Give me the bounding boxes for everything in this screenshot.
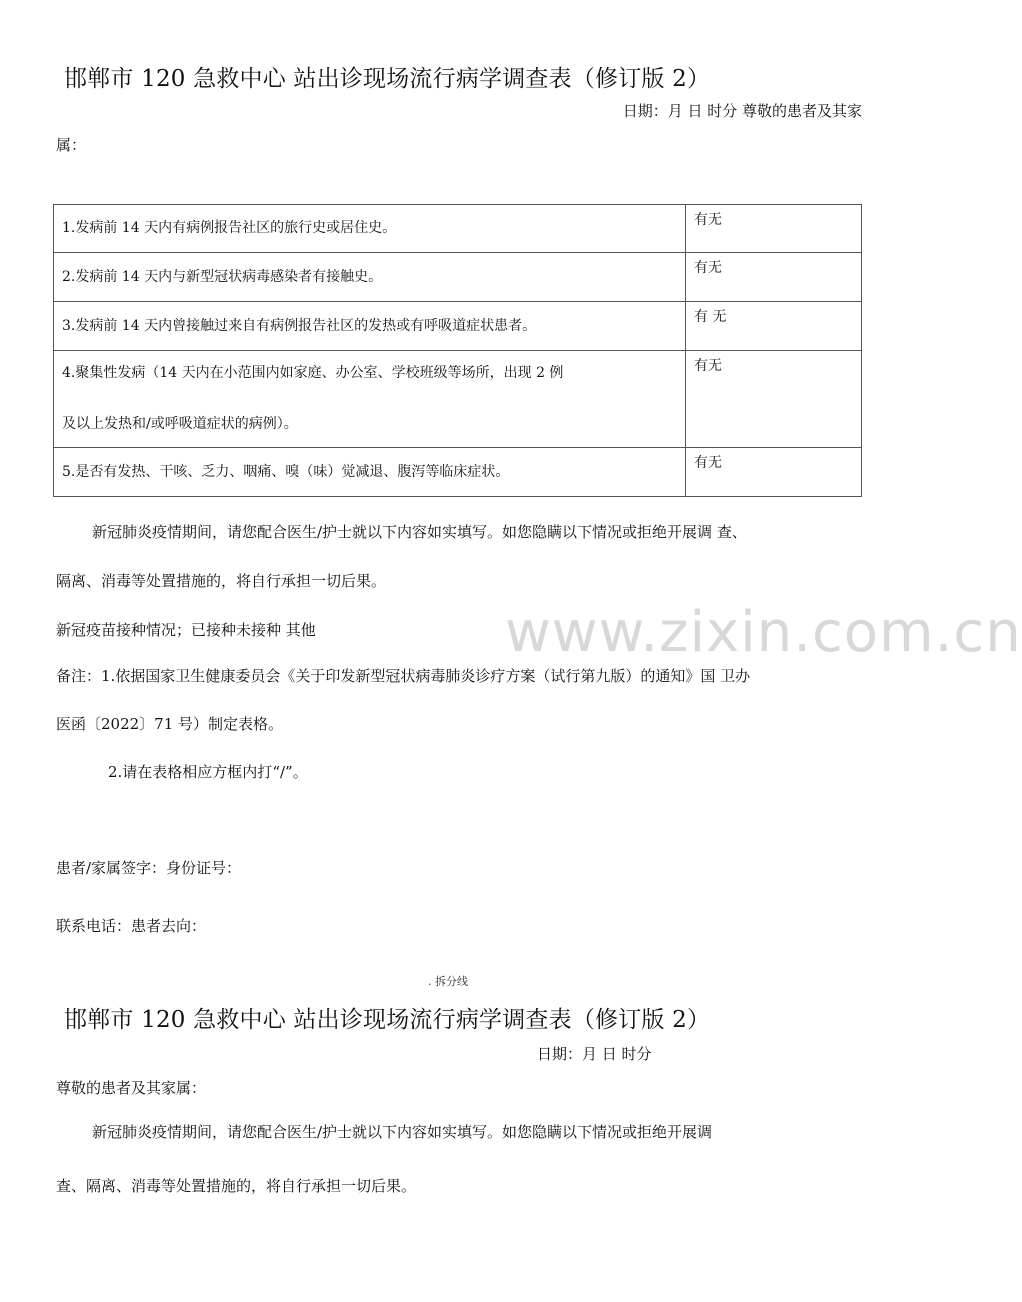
question-4-line2: 及以上发热和/或呼吸道症状的病例）。	[62, 416, 298, 432]
form1-notice-line1: 新冠肺炎疫情期间，请您配合医生/护士就以下内容如实填写。如您隐瞒以下情况或拒绝开展调 查、	[92, 523, 747, 541]
answer-3-checkbox[interactable]: 有 无	[686, 302, 862, 351]
form2-title: 邯郸市 120 急救中心 站出诊现场流行病学调查表（修订版 2）	[64, 1007, 711, 1033]
watermark: www.zixin.com.cn	[505, 600, 1022, 665]
form2-notice-line1: 新冠肺炎疫情期间，请您配合医生/护士就以下内容如实填写。如您隐瞒以下情况或拒绝开展调	[92, 1123, 713, 1141]
question-1: 1.发病前 14 天内有病例报告社区的旅行史或居住史。	[54, 205, 686, 253]
answer-2-checkbox[interactable]: 有无	[686, 253, 862, 302]
question-4	[54, 351, 686, 448]
form1-remark-line1: 备注：1.依据国家卫生健康委员会《关于印发新型冠状病毒肺炎诊疗方案（试行第九版）的通知》国 卫办	[56, 667, 751, 685]
question-4-line1: 4.聚集性发病（14 天内在小范围内如家庭、办公室、学校班级等场所，出现 2 例	[62, 365, 564, 381]
question-3: 3.发病前 14 天内曾接触过来自有病例报告社区的发热或有呼吸道症状患者。	[54, 302, 686, 351]
table-row	[54, 205, 862, 253]
signature-field[interactable]: 患者/家属签字：身份证号：	[56, 859, 242, 877]
split-line-label: . 拆分线	[428, 975, 468, 988]
table-row	[54, 448, 862, 497]
form1-date-line: 日期：月 日 时分 尊敬的患者及其家	[622, 102, 862, 120]
form2-greeting: 尊敬的患者及其家属：	[56, 1079, 207, 1097]
form2-notice-line2: 查、隔离、消毒等处置措施的，将自行承担一切后果。	[56, 1177, 417, 1195]
form1-title: 邯郸市 120 急救中心 站出诊现场流行病学调查表（修订版 2）	[64, 66, 711, 92]
table-row	[54, 253, 862, 302]
form1-vaccine[interactable]: 新冠疫苗接种情况；已接种未接种 其他	[56, 621, 316, 639]
table-row	[54, 302, 862, 351]
form2-date-line: 日期：月 日 时分	[537, 1045, 652, 1063]
form1-greeting-cont: 属：	[56, 136, 87, 154]
answer-5-checkbox[interactable]: 有无	[686, 448, 862, 497]
form1-notice-line2: 隔离、消毒等处置措施的，将自行承担一切后果。	[56, 572, 387, 590]
table-row	[54, 351, 862, 448]
answer-4-checkbox[interactable]: 有无	[686, 351, 862, 448]
answer-1-checkbox[interactable]: 有无	[686, 205, 862, 253]
question-5: 5.是否有发热、干咳、乏力、咽痛、嗅（味）觉减退、腹泻等临床症状。	[54, 448, 686, 497]
survey-table	[53, 204, 862, 497]
form1-remark-2: 2.请在表格相应方框内打“/”。	[108, 763, 308, 781]
form1-remark-line2: 医函〔2022〕71 号）制定表格。	[56, 715, 284, 733]
question-2: 2.发病前 14 天内与新型冠状病毒感染者有接触史。	[54, 253, 686, 302]
contact-field[interactable]: 联系电话：患者去向：	[56, 917, 207, 935]
